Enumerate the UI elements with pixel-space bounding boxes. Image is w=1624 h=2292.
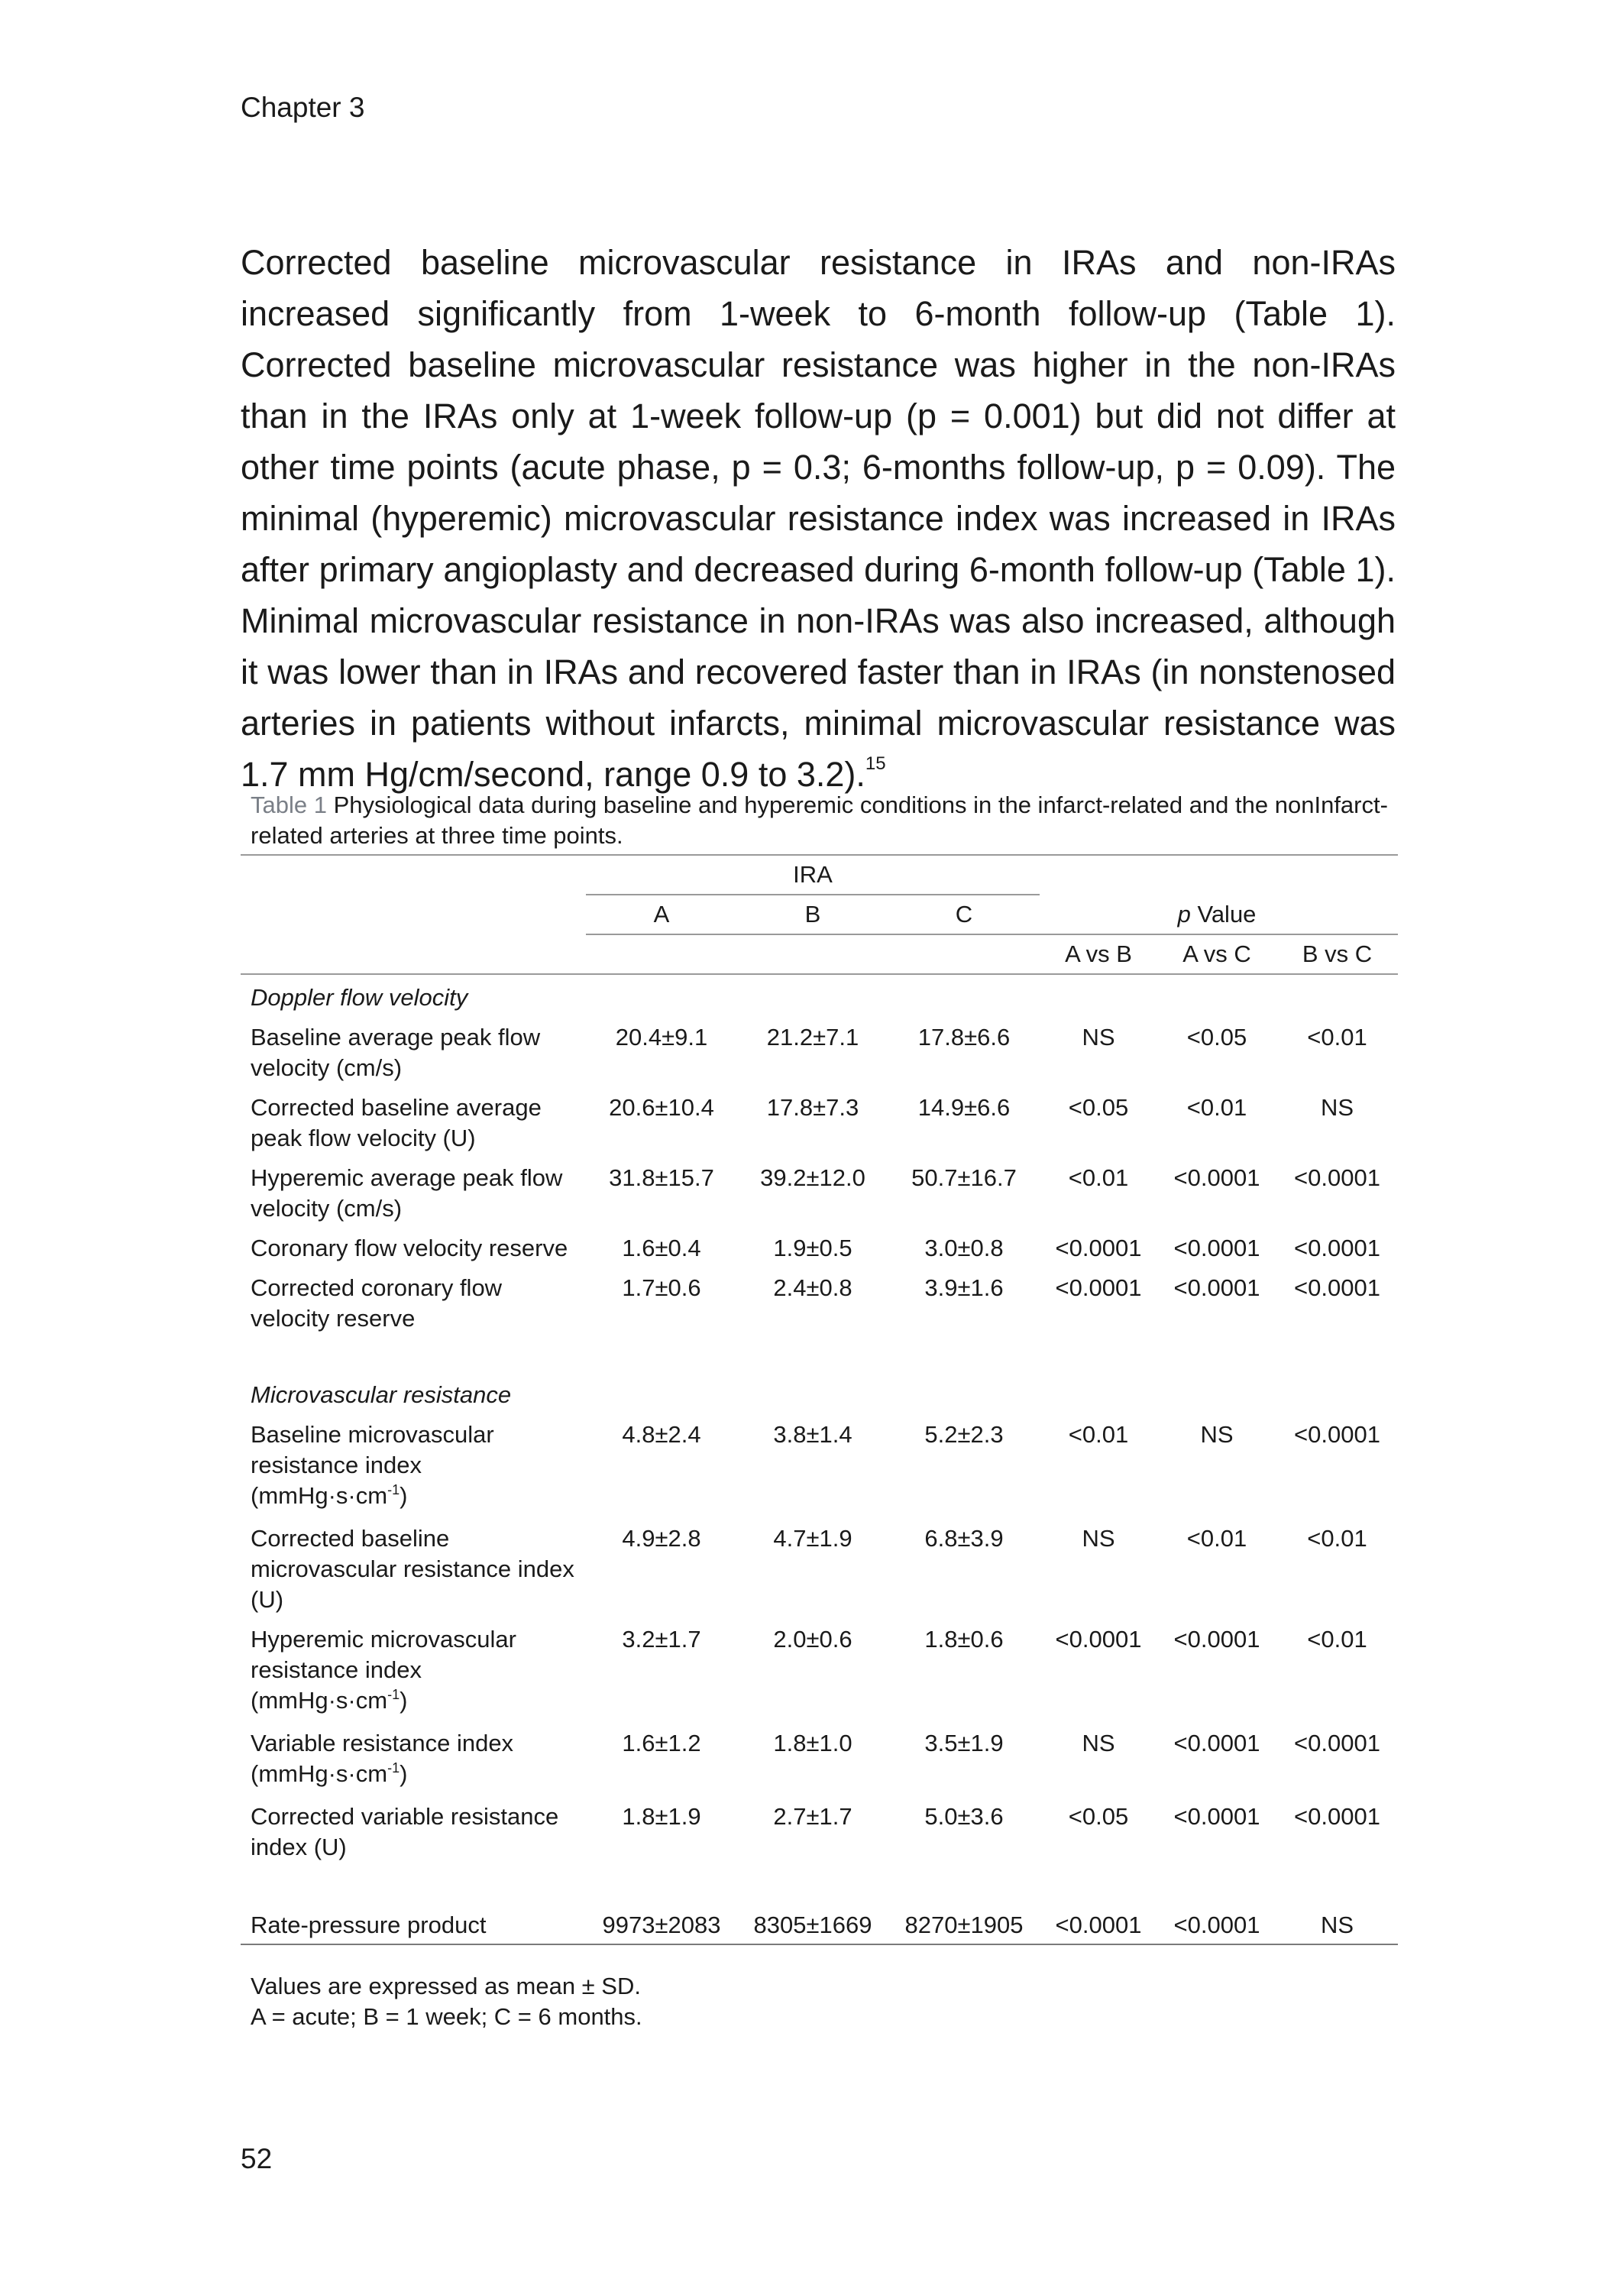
table-footnotes [251,1971,642,2032]
physiology-table [241,854,1398,1945]
table-row: Baseline average peak flow velocity (cm/s) 20.4±9.1 21.2±7.1 17.8±6.6 NS <0.05 <0.01 [251,1024,1367,1081]
p-value-header: p Value [1157,895,1276,934]
section-doppler: Doppler flow velocity [251,984,468,1011]
header-row-ira [241,856,1398,895]
table-row: Corrected baseline microvascular resistance index (U) 4.9±2.8 4.7±1.9 6.8±3.9 NS <0.01 <0.01 [251,1525,1367,1613]
ira-header: IRA [586,856,1040,895]
cmp-ab-header: A vs B [1040,934,1157,974]
table-row: Corrected variable resistance index (U) 1.8±1.9 2.7±1.7 5.0±3.6 <0.05 <0.0001 <0.0001 [251,1803,1380,1860]
col-c-header: C [888,895,1040,934]
table-row: Hyperemic average peak flow velocity (cm/s) 31.8±15.7 39.2±12.0 50.7±16.7 <0.01 <0.0001 <0.0001 [251,1164,1380,1222]
table-caption-text: Physiological data during baseline and hyperemic conditions in the infarct-related and the nonInfarct-related arteries at three time points. [251,792,1388,849]
running-head: Chapter 3 [241,92,365,123]
header-row-timepoints [241,895,1398,934]
footnote-values: Values are expressed as mean ± SD. [251,1973,641,1999]
cmp-ac-header: A vs C [1157,934,1276,974]
table-row: Rate-pressure product 9973±2083 8305±1669 8270±1905 <0.0001 <0.0001 NS [241,1901,1398,1944]
reference-superscript: 15 [865,753,886,774]
table-caption-label: Table 1 [251,792,327,818]
table-row: Corrected baseline average peak flow velocity (U) 20.6±10.4 17.8±7.3 14.9±6.6 <0.05 <0.01 NS [251,1094,1354,1151]
body-paragraph [241,237,1396,800]
table-caption [251,790,1396,851]
table-row: Variable resistance index $(mmHg\cdot s\cdot cm^{-1})$ 1.6±1.2 1.8±1.0 3.5±1.9 NS <0.0001 <0.0001 [251,1730,1380,1787]
cmp-bc-header: B vs C [1276,934,1398,974]
table-row: Baseline microvascular resistance index $(mmHg\cdot s\cdot cm^{-1})$ 4.8±2.4 3.8±1.4 5.2±2.3 <0.01 NS <0.0001 [251,1421,1380,1509]
header-row-comparisons [241,934,1398,974]
section-microvascular: Microvascular resistance [251,1381,512,1408]
table-row: Corrected coronary flow velocity reserve 1.7±0.6 2.4±0.8 3.9±1.6 <0.0001 <0.0001 <0.0001 [251,1274,1380,1332]
footnote-abbreviations: A = acute; B = 1 week; C = 6 months. [251,2003,642,2030]
table-row: Coronary flow velocity reserve 1.6±0.4 1.9±0.5 3.0±0.8 <0.0001 <0.0001 <0.0001 [251,1235,1380,1261]
col-b-header: B [737,895,888,934]
page-number: 52 [241,2143,273,2174]
col-a-header: A [586,895,737,934]
table-row: Hyperemic microvascular resistance index $(mmHg\cdot s\cdot cm^{-1})$ 3.2±1.7 2.0±0.6 1.8±0.6 <0.0001 <0.0001 <0.01 [251,1626,1367,1714]
body-paragraph-text: Corrected baseline microvascular resistance in IRAs and non-IRAs increased significantly from 1-week to 6-month follow-up (Table 1). Corrected baseline microvascular resistance was higher in the non-IRAs than in the IRAs only at 1-week follow-up (p = 0.001) but did not differ at other time points (acute phase, p = 0.3; 6-months follow-up, p = 0.09). The minimal (hyperemic) microvascular resistance index was increased in IRAs after primary angioplasty and decreased during 6-month follow-up (Table 1). Minimal microvascular resistance in non-IRAs was also increased, although it was lower than in IRAs and recovered faster than in IRAs (in nonstenosed arteries in patients without infarcts, minimal microvascular resistance was 1.7 mm Hg/cm/second, range 0.9 to 3.2). [241,243,1396,794]
